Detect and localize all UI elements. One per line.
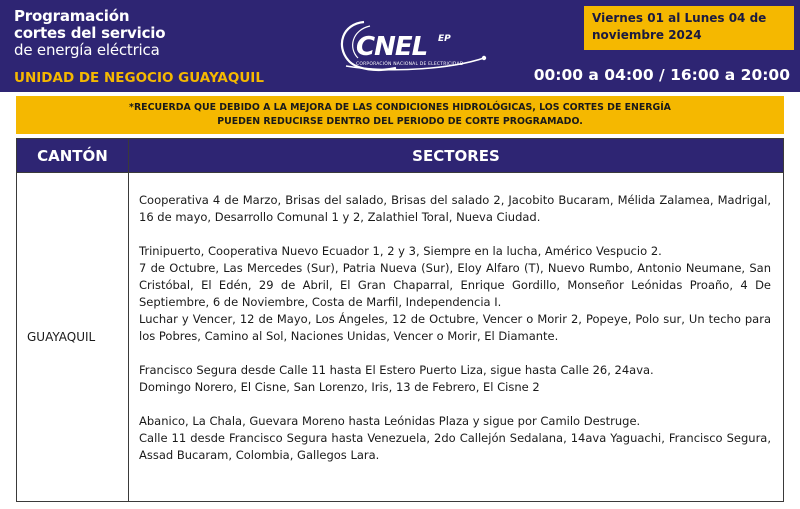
page-title: [14, 8, 165, 59]
date-line-2: noviembre 2024: [592, 28, 702, 42]
notice-banner: [16, 96, 784, 134]
notice-line-1: *RECUERDA QUE DEBIDO A LA MEJORA DE LAS CONDICIONES HIDROLÓGICAS, LOS CORTES DE ENERGÍA: [129, 102, 671, 113]
logo-wordmark: CNEL: [356, 32, 428, 62]
logo-suffix: EP: [438, 34, 451, 44]
sector-group: Luchar y Vencer, 12 de Mayo, Los Ángeles, 12 de Octubre, Vencer o Morir 2, Popeye, Polo sur, Un techo para los Pobres, Camino al Sol, Naciones Unidas, Vencer o Morir, El Diamante.: [139, 312, 771, 343]
date-range-badge: [584, 6, 794, 50]
sectors-cell: [129, 173, 784, 502]
sector-group: Francisco Segura desde Calle 11 hasta El Estero Puerto Liza, sigue hasta Calle 26, 24ava.: [139, 363, 654, 377]
cnel-logo: [334, 16, 494, 74]
table-header-row: [17, 139, 784, 173]
title-line-1: Programación: [14, 7, 130, 25]
logo-subtitle: CORPORACIÓN NACIONAL DE ELECTRICIDAD: [356, 62, 464, 67]
sector-group: Calle 11 desde Francisco Segura hasta Venezuela, 2do Callejón Sedalana, 14ava Yaguachi, Francisco Segura, Assad Bucaram, Colombia, Gallegos Lara.: [139, 431, 771, 462]
title-line-3: de energía eléctrica: [14, 41, 160, 59]
canton-cell: GUAYAQUIL: [17, 173, 129, 502]
table-row: [17, 173, 784, 502]
sector-group: Abanico, La Chala, Guevara Moreno hasta Leónidas Plaza y sigue por Camilo Destruge.: [139, 414, 641, 428]
sector-group: Trinipuerto, Cooperativa Nuevo Ecuador 1, 2 y 3, Siempre en la lucha, Américo Vespucio 2.: [139, 244, 662, 258]
sector-group: Domingo Norero, El Cisne, San Lorenzo, Iris, 13 de Febrero, El Cisne 2: [139, 380, 540, 394]
sector-group: 7 de Octubre, Las Mercedes (Sur), Patria Nueva (Sur), Eloy Alfaro (T), Nuevo Rumbo, Antonio Neumane, San Cristóbal, El Edén, 29 de Abril, El Gran Chaparral, Enrique Gordillo, Monseñor Leónidas Proaño, 4 De Septiembre, 6 de Noviembre, Costa de Marfil, Independencia I.: [139, 261, 771, 309]
column-header-canton: CANTÓN: [17, 139, 129, 173]
date-line-1: Viernes 01 al Lunes 04 de: [592, 11, 767, 25]
business-unit-label: UNIDAD DE NEGOCIO GUAYAQUIL: [14, 70, 264, 86]
outage-table: [16, 138, 784, 502]
column-header-sectors: SECTORES: [129, 139, 784, 173]
title-line-2: cortes del servicio: [14, 24, 166, 42]
notice-line-2: PUEDEN REDUCIRSE DENTRO DEL PERIODO DE CORTE PROGRAMADO.: [217, 116, 583, 127]
outage-schedule: 00:00 a 04:00 / 16:00 a 20:00: [533, 66, 790, 84]
header-banner: [0, 0, 800, 92]
sector-group: Cooperativa 4 de Marzo, Brisas del salado, Brisas del salado 2, Jacobito Bucaram, Mélida Zalamea, Madrigal, 16 de mayo, Desarrollo Comunal 1 y 2, Zalathiel Toral, Nueva Ciudad.: [139, 193, 771, 224]
